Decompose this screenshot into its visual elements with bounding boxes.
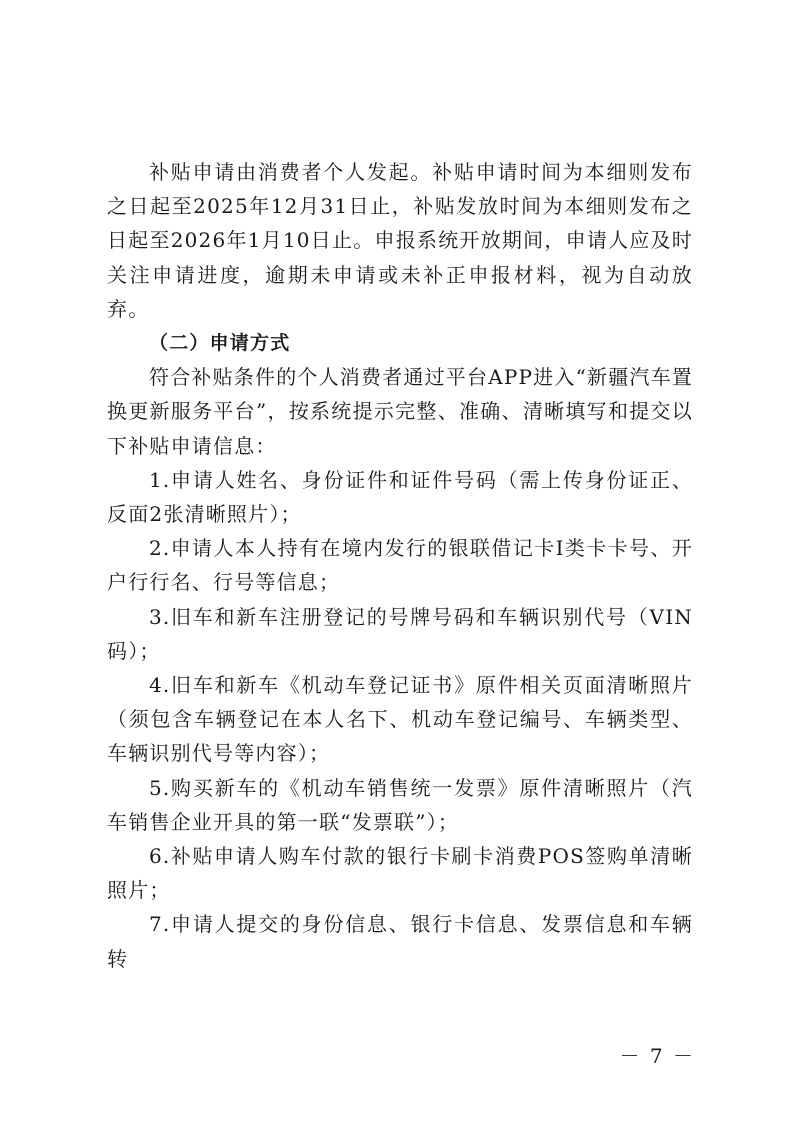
page-number: － 7 －	[619, 1044, 695, 1068]
list-item-6: 6.补贴申请人购车付款的银行卡刷卡消费POS签购单清晰照片；	[107, 844, 693, 903]
list-item-4: 4.旧车和新车《机动车登记证书》原件相关页面清晰照片（须包含车辆登记在本人名下、机动车登记编号、车辆类型、车辆识别代号等内容）；	[107, 673, 693, 766]
document-body	[107, 155, 693, 976]
list-item-5: 5.购买新车的《机动车销售统一发票》原件清晰照片（汽车销售企业开具的第一联“发票联”）；	[107, 775, 693, 834]
list-item-1: 1.申请人姓名、身份证件和证件号码（需上传身份证正、反面2张清晰照片）；	[107, 467, 693, 527]
list-item-7: 7.申请人提交的身份信息、银行卡信息、发票信息和车辆转	[107, 912, 693, 971]
section-heading: （二）申请方式	[149, 332, 291, 355]
list-item-3: 3.旧车和新车注册登记的号牌号码和车辆识别代号（VIN码）；	[107, 604, 693, 663]
list-item-2: 2.申请人本人持有在境内发行的银联借记卡Ⅰ类卡卡号、开户行行名、行号等信息；	[107, 536, 693, 595]
paragraph-intro: 补贴申请由消费者个人发起。补贴申请时间为本细则发布之日起至2025年12月31日止，补贴发放时间为本细则发布之日起至2026年1月10日止。申报系统开放期间，申请人应及时关注申请进度，逾期未申请或未补正申报材料，视为自动放弃。	[107, 160, 693, 321]
paragraph-lead: 符合补贴条件的个人消费者通过平台APP进入“新疆汽车置换更新服务平台”，按系统提示完整、准确、清晰填写和提交以下补贴申请信息：	[107, 365, 693, 458]
